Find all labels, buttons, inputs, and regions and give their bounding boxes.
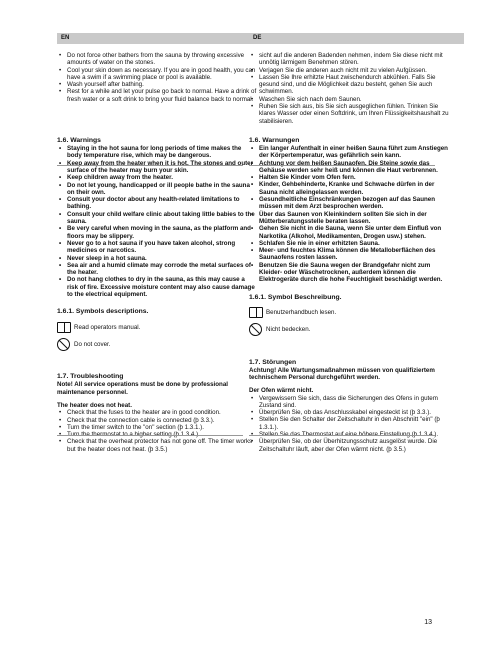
trouble-note-en: Note! All service operations must be done by professional maintenance personnel. bbox=[57, 381, 228, 396]
list-item: • Überprüfen Sie, ob der Überhitzungsschutz ausgelöst wurde. Die Zeitschaltuhr läuft, aber der Ofen wärmt nicht. (þ 3.5.) bbox=[249, 438, 449, 453]
list-item: • Consult your doctor about any health-related limitations to bathing. bbox=[57, 196, 257, 211]
list-item: • Ruhen Sie sich aus, bis Sie sich ausgeglichen fühlen. Trinken Sie klares Wasser oder einen Softdrink, um Ihren Flüssigkeitshaushalt zu stabilisieren. bbox=[249, 103, 449, 125]
list-item: • Gesundheitliche Einschränkungen bezogen auf das Saunen müssen mit dem Arzt besprochen werden. bbox=[249, 196, 449, 211]
trouble-note-de: Achtung! Alle Wartungsmaßnahmen müssen von qualifiziertem technischem Personal durchgeführt werden. bbox=[249, 366, 435, 381]
divider bbox=[57, 165, 243, 166]
warnings-heading-en: 1.6. Warnings bbox=[57, 137, 101, 145]
warnings-heading-de: 1.6. Warnungen bbox=[249, 136, 300, 144]
list-item: • Never sleep in a hot sauna. bbox=[57, 255, 257, 262]
book-icon bbox=[249, 307, 263, 318]
list-item: • Check that the fuses to the heater are in good condition. bbox=[57, 409, 257, 416]
divider bbox=[57, 435, 243, 436]
symbol-row-manual bbox=[57, 320, 257, 334]
symbols-heading-en: 1.6.1. Symbols descriptions. bbox=[57, 308, 149, 316]
list-item: • Stellen Sie den Schalter der Zeitschaltuhr in den Abschnitt "ein" (þ 1.3.1.). bbox=[249, 416, 449, 431]
list-item: • sicht auf die anderen Badenden nehmen, indem Sie diese nicht mit unnötig lärmigem Benehmen stören. bbox=[249, 52, 449, 67]
list-item: • Staying in the hot sauna for long periods of time makes the body temperature rise, which may be dangerous. bbox=[57, 145, 257, 160]
warnings-list-en bbox=[57, 145, 257, 298]
no-cover-icon bbox=[249, 323, 262, 336]
trouble-heading-en: 1.7. Troubleshooting bbox=[57, 373, 124, 381]
symbol-row-manual bbox=[249, 306, 449, 320]
list-item: • Über das Saunen von Kleinkindern sollten Sie sich in der Mütterberatungsstelle beraten lassen. bbox=[249, 211, 449, 226]
list-item: • Never go to a hot sauna if you have taken alcohol, strong medicines or narcotics. bbox=[57, 240, 257, 255]
list-item: • Cool your skin down as necessary. If you are in good health, you can have a swim if a swimming place or pool is available. bbox=[57, 67, 257, 82]
list-item: • Gehen Sie nicht in die Sauna, wenn Sie unter dem Einfluß von Narkotika (Alkohol, Medikamenten, Drogen usw.) stehen. bbox=[249, 225, 449, 240]
list-item: • Lassen Sie Ihre erhitzte Haut zwischendurch abkühlen. Falls Sie gesund sind, und die Möglichkeit dazu besteht, gehen Sie auch schwimmen. bbox=[249, 74, 449, 96]
divider bbox=[249, 435, 435, 436]
list-item: • Kinder, Gehbehinderte, Kranke und Schwache dürfen in der Sauna nicht alleingelassen werden. bbox=[249, 181, 449, 196]
list-item: • Schlafen Sie nie in einer erhitzten Sauna. bbox=[249, 240, 449, 247]
not-heat-en: The heater does not heat. bbox=[57, 401, 132, 409]
list-item: • Check that the connection cable is connected (þ 3.3.). bbox=[57, 417, 257, 424]
no-cover-icon bbox=[57, 338, 70, 351]
list-item: • Check that the overheat protector has not gone off. The timer works but the heater does not heat. (þ 3.5.) bbox=[57, 438, 257, 453]
divider bbox=[249, 165, 435, 166]
list-item: • Verjagen Sie die anderen auch nicht mit zu vielen Aufgüssen. bbox=[249, 67, 449, 74]
list-item: • Consult your child welfare clinic about taking little babies to the sauna. bbox=[57, 211, 257, 226]
list-item: • Waschen Sie sich nach dem Saunen. bbox=[249, 96, 449, 103]
symbol-label: Benutzerhandbuch lesen. bbox=[266, 308, 337, 316]
symbol-row-cover bbox=[57, 337, 257, 351]
column-de bbox=[249, 52, 449, 453]
symbol-row-cover bbox=[249, 323, 449, 337]
list-item: • Keep away from the heater when it is hot. The stones and outer surface of the heater may burn your skin. bbox=[57, 160, 257, 175]
list-item: • Do not force other bathers from the sauna by throwing excessive amounts of water on the stones. bbox=[57, 52, 257, 67]
page-number: 13 bbox=[424, 619, 432, 626]
list-item: • Überprüfen Sie, ob das Anschlusskabel eingesteckt ist (þ 3.3.). bbox=[249, 409, 449, 416]
intro-list-de bbox=[249, 52, 449, 125]
symbol-label: Do not cover. bbox=[74, 340, 111, 348]
list-item: • Turn the thermostat to a higher setting (þ 1.3.4.). bbox=[57, 431, 257, 438]
list-item: • Wash yourself after bathing. bbox=[57, 81, 257, 88]
list-item: • Do not hang clothes to dry in the sauna, as this may cause a risk of fire. Excessive moisture content may also cause damage to the electrical equipment. bbox=[57, 276, 257, 298]
list-item: • Stellen Sie das Thermostat auf eine höhere Einstellung (þ 1.3.4.). bbox=[249, 431, 449, 438]
lang-label-de: DE bbox=[249, 33, 464, 44]
not-heat-de: Der Ofen wärmt nicht. bbox=[249, 387, 314, 395]
intro-list-en bbox=[57, 52, 257, 103]
list-item: • Rest for a while and let your pulse go back to normal. Have a drink of fresh water or a soft drink to bring your fluid balance back to normal. bbox=[57, 88, 257, 103]
list-item: • Meer- und feuchtes Klima können die Metalloberflächen des Saunaofens rosten lassen. bbox=[249, 247, 449, 262]
symbol-label: Read operators manual. bbox=[74, 323, 141, 331]
symbol-label: Nicht bedecken. bbox=[266, 325, 311, 333]
lang-label-en: EN bbox=[57, 33, 272, 44]
list-item: • Halten Sie Kinder vom Ofen fern. bbox=[249, 174, 449, 181]
book-icon bbox=[57, 322, 71, 333]
list-item: • Keep children away from the heater. bbox=[57, 174, 257, 181]
list-item: • Turn the timer switch to the "on" section (þ 1.3.1.). bbox=[57, 424, 257, 431]
list-item: • Achtung vor dem heißen Saunaofen. Die Steine sowie das Gehäuse werden sehr heiß und können die Haut verbrennen. bbox=[249, 160, 449, 175]
list-item: • Vergewissern Sie sich, dass die Sicherungen des Ofens in gutem Zustand sind. bbox=[249, 395, 449, 410]
list-item: • Be very careful when moving in the sauna, as the platform and floors may be slippery. bbox=[57, 225, 257, 240]
trouble-heading-de: 1.7. Störungen bbox=[249, 358, 297, 366]
list-item: • Benutzen Sie die Sauna wegen der Brandgefahr nicht zum Kleider- oder Wäschetrocknen, außerdem können die Elektrogeräte durch die hohe Feuchtigkeit beschädigt werden. bbox=[249, 262, 449, 284]
list-item: • Ein langer Aufenthalt in einer heißen Sauna führt zum Anstiegen der Körpertemperatur, was gefährlich sein kann. bbox=[249, 145, 449, 160]
trouble-list-de bbox=[249, 395, 449, 453]
trouble-list-en bbox=[57, 409, 257, 453]
column-en bbox=[57, 52, 257, 453]
list-item: • Do not let young, handicapped or ill people bathe in the sauna on their own. bbox=[57, 182, 257, 197]
list-item: • Sea air and a humid climate may corrode the metal surfaces of the heater. bbox=[57, 262, 257, 277]
symbols-heading-de: 1.6.1. Symbol Beschreibung. bbox=[249, 293, 342, 301]
